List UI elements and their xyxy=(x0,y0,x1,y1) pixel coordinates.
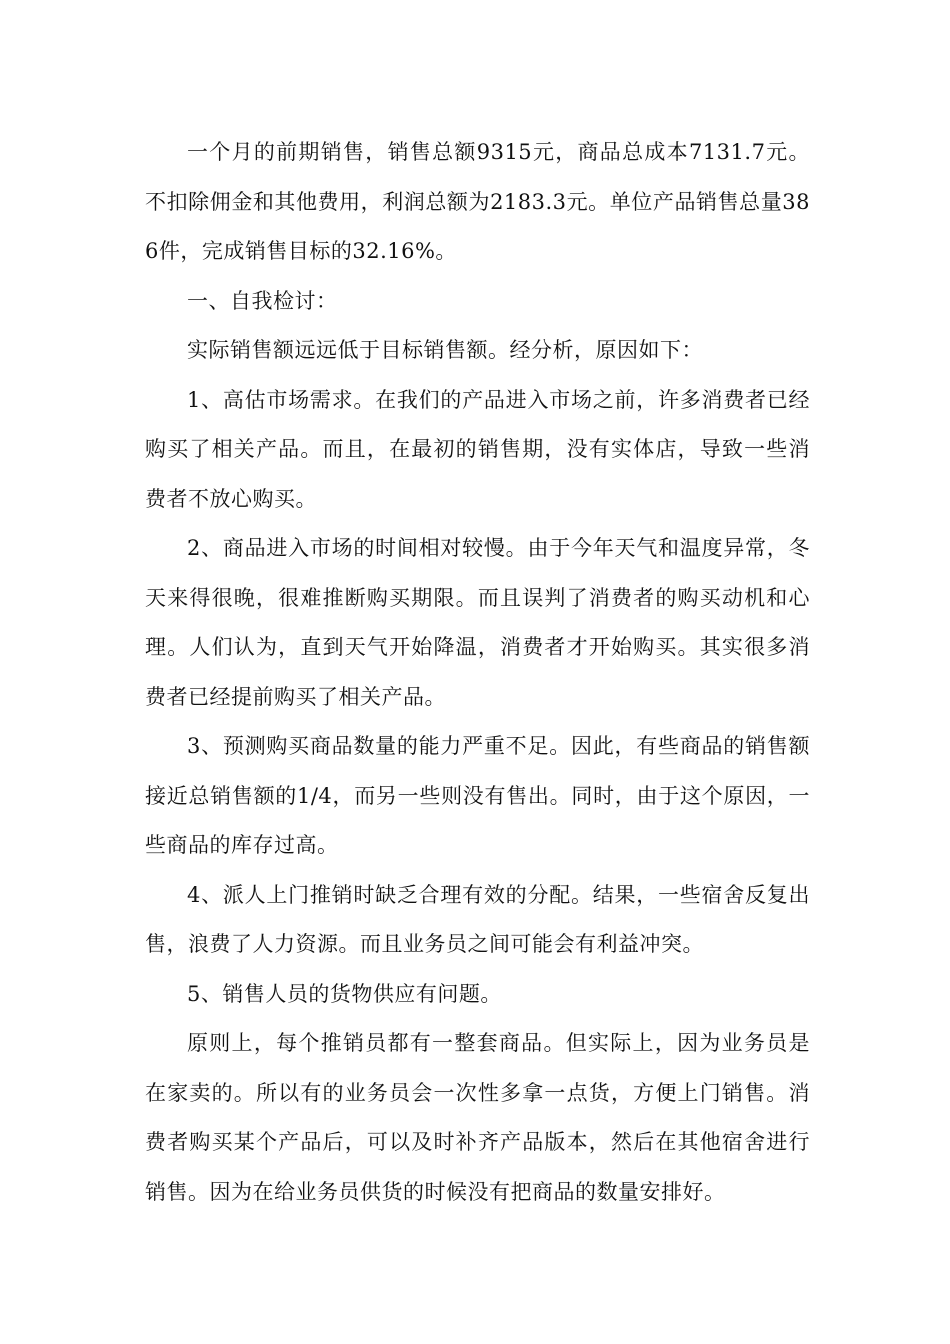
paragraph-reason-4: 4、派人上门推销时缺乏合理有效的分配。结果，一些宿舍反复出售，浪费了人力资源。而且业务员之间可能会有利益冲突。 xyxy=(145,882,810,956)
document-body xyxy=(145,128,810,1217)
paragraph-sales-summary: 一个月的前期销售，销售总额9315元，商品总成本7131.7元。不扣除佣金和其他费用，利润总额为2183.3元。单位产品销售总量386件，完成销售目标的32.16%。 xyxy=(145,140,810,263)
heading-self-review: 一、自我检讨： xyxy=(187,288,338,313)
paragraph-analysis-intro: 实际销售额远远低于目标销售额。经分析，原因如下： xyxy=(187,338,703,362)
paragraph-reason-5: 5、销售人员的货物供应有问题。 xyxy=(187,981,502,1006)
paragraph-reason-1: 1、高估市场需求。在我们的产品进入市场之前，许多消费者已经购买了相关产品。而且，在最初的销售期，没有实体店，导致一些消费者不放心购买。 xyxy=(145,387,810,511)
paragraph-reason-3: 3、预测购买商品数量的能力严重不足。因此，有些商品的销售额接近总销售额的1/4，而另一些则没有售出。同时，由于这个原因，一些商品的库存过高。 xyxy=(145,734,810,857)
paragraph-reason-5-detail: 原则上，每个推销员都有一整套商品。但实际上，因为业务员是在家卖的。所以有的业务员会一次性多拿一点货，方便上门销售。消费者购买某个产品后，可以及时补齐产品版本，然后在其他宿舍进行销售。因为在给业务员供货的时候没有把商品的数量安排好。 xyxy=(145,1031,810,1204)
paragraph-reason-2: 2、商品进入市场的时间相对较慢。由于今年天气和温度异常，冬天来得很晚，很难推断购买期限。而且误判了消费者的购买动机和心理。人们认为，直到天气开始降温，消费者才开始购买。其实很多消费者已经提前购买了相关产品。 xyxy=(145,536,810,709)
